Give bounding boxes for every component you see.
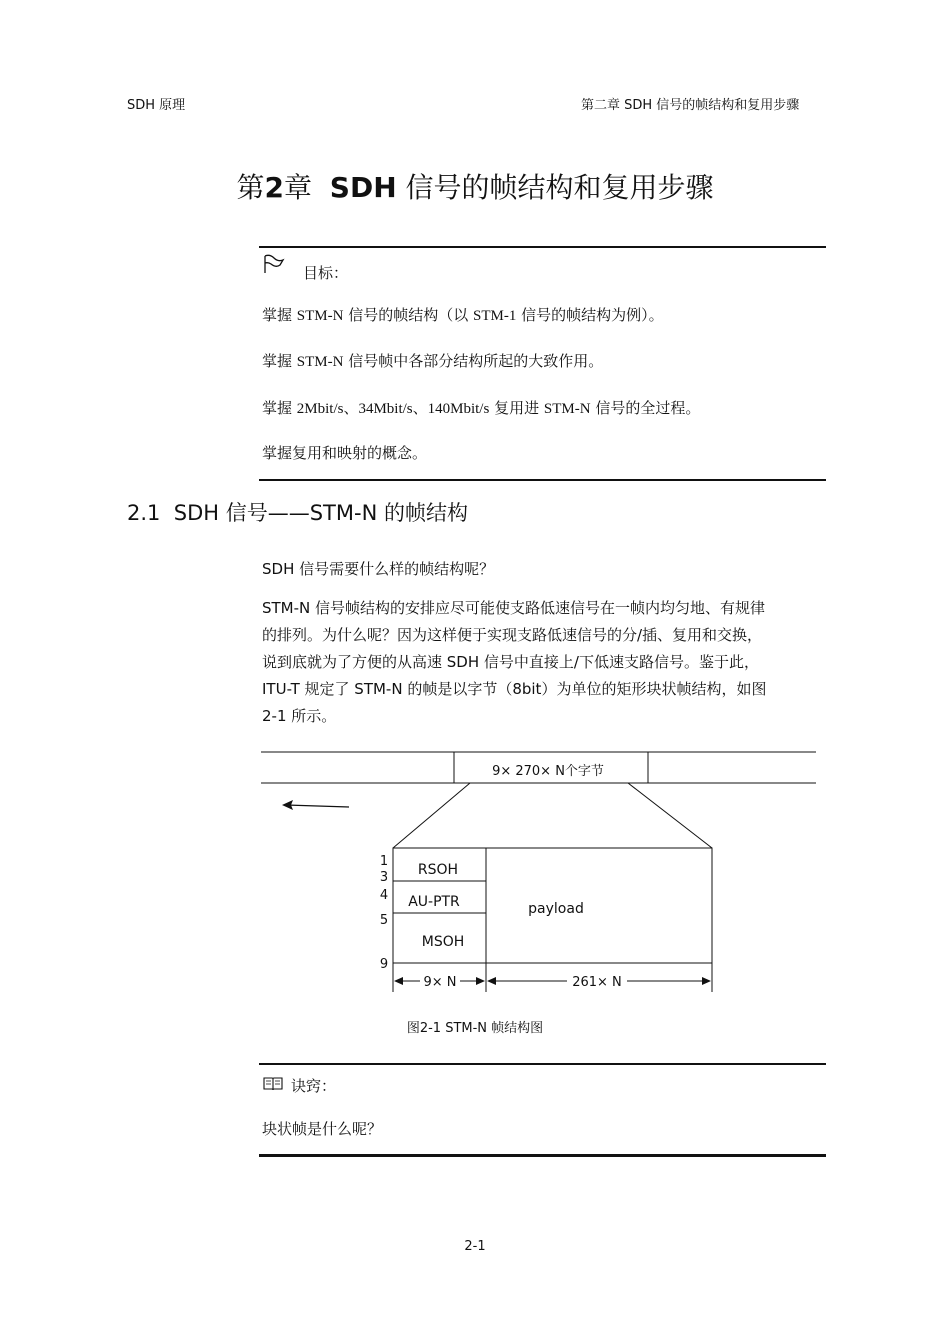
row-label: 5 <box>379 913 389 928</box>
objective-term: 2Mbit/s、34Mbit/s、140Mbit/s <box>296 401 490 417</box>
row-label: 4 <box>379 888 389 903</box>
frame-size-label: 9× 270× N个字节 <box>492 764 604 779</box>
tip-top-rule <box>259 1063 826 1065</box>
objective-text: 掌握 <box>262 399 297 417</box>
transmission-arrow <box>286 805 349 807</box>
objective-text: 信号的帧结构为例）。 <box>516 306 664 324</box>
chapter-sdh: SDH <box>329 171 397 204</box>
msoh-label: MSOH <box>421 934 465 950</box>
tip-bottom-rule <box>259 1154 826 1157</box>
au-ptr-label: AU-PTR <box>408 894 460 910</box>
body-question: SDH 信号需要什么样的帧结构呢？ <box>262 560 495 578</box>
running-header-right: 第二章 SDH 信号的帧结构和复用步骤 <box>581 98 800 113</box>
dim-left-label: 9× N <box>423 975 457 990</box>
dim-right-label: 261× N <box>572 975 622 990</box>
tip-label: 诀窍： <box>291 1077 337 1095</box>
paragraph-line: 的排列。为什么呢？因为这样便于实现支路低速信号的分/插、复用和交换， <box>262 626 763 644</box>
chapter-prefix: 第 <box>236 171 265 204</box>
paragraph-line: 说到底就为了方便的从高速 SDH 信号中直接上/下低速支路信号。鉴于此， <box>262 653 759 671</box>
chapter-suffix: 章 <box>283 171 312 204</box>
dim-arrow-icon <box>394 977 403 985</box>
expansion-line-left <box>393 783 470 848</box>
paragraph-line: ITU-T 规定了 STM-N 的帧是以字节（8bit）为单位的矩形块状帧结构，如图 <box>262 680 767 698</box>
payload-label: payload <box>528 901 584 917</box>
chapter-number: 2 <box>264 171 284 204</box>
row-label: 9 <box>379 957 389 972</box>
objective-term: STM-1 <box>473 308 517 324</box>
dim-arrow-icon <box>476 977 485 985</box>
objectives-label: 目标： <box>303 264 349 282</box>
objective-text: 信号的全过程。 <box>590 399 701 417</box>
paragraph-line: STM-N 信号帧结构的安排应尽可能使支路低速信号在一帧内均匀地、有规律 <box>262 599 766 617</box>
objective-text: 信号的帧结构（以 <box>343 306 473 324</box>
running-header-left: SDH 原理 <box>127 98 186 113</box>
objective-term: STM-N <box>296 308 344 324</box>
row-label: 1 <box>379 854 389 869</box>
figure-caption: 图2-1 STM-N 帧结构图 <box>406 1021 544 1036</box>
objective-text: 复用进 <box>489 399 544 417</box>
expansion-line-right <box>628 783 712 848</box>
objective-text: 掌握 <box>262 306 297 324</box>
paragraph-line: 2-1 所示。 <box>262 707 337 725</box>
section-title: SDH 信号——STM-N 的帧结构 <box>173 501 468 525</box>
rsoh-label: RSOH <box>417 862 459 878</box>
objective-term: STM-N <box>543 401 591 417</box>
row-label: 3 <box>379 870 389 885</box>
objective-text: 掌握 <box>262 352 297 370</box>
dim-arrow-icon <box>702 977 711 985</box>
section-number: 2.1 <box>127 501 161 525</box>
page-number: 2-1 <box>464 1239 486 1254</box>
objective-term: STM-N <box>296 354 344 370</box>
book-icon <box>263 1076 283 1092</box>
tip-text: 块状帧是什么呢？ <box>262 1120 383 1138</box>
dim-arrow-icon <box>487 977 496 985</box>
objective-text: 掌握复用和映射的概念。 <box>262 444 428 462</box>
chapter-rest: 信号的帧结构和复用步骤 <box>396 171 714 204</box>
objective-text: 信号帧中各部分结构所起的大致作用。 <box>343 352 604 370</box>
